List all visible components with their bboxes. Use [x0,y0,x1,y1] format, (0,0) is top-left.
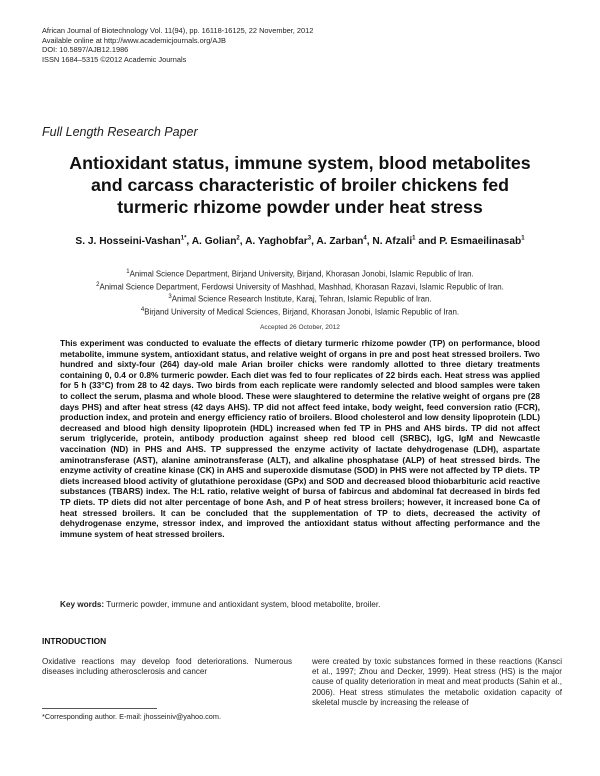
keywords-text: Turmeric powder, immune and antioxidant system, blood metabolite, broiler. [106,600,381,609]
intro-column-right: were created by toxic substances formed in these reactions (Kansci et al., 1997; Zhou and Decker, 1999). Heat stress (HS) is the major cause of quality deterioration in meat and meat products (Sahin et al., 2006). Heat stress stimulates the metabolic oxidation capacity of skeletal muscle by increasing the release of [312,657,562,707]
paper-title: Antioxidant status, immune system, blood metabolites and carcass characteristic of broiler chickens fed turmeric rhizome powder under heat stress [69,153,531,217]
abstract: This experiment was conducted to evaluate the effects of dietary turmeric rhizome powder (TP) on performance, blood metabolite, immune system, antioxidant status, and relative weight of organs in pre and post heat stressed broilers. Two hundred and sixty-four (264) day-old male Arian broiler chicks were randomly allotted to three dietary treatments containing 0, 0.4 or 0.8% turmeric powder. Each diet was fed to four replicates of 22 birds each. Heat stress was applied for 5 h (33°C) from 28 to 42 days. Two birds from each replicate were randomly selected and blood samples were taken to collect the serum, plasma and whole blood. These were slaughtered to determine the relative weight of organs pre (28 days PHS) and after heat stress (42 days AHS). TP did not affect feed intake, body weight, feed conversion ratio (FCR), production index, and protein and energy efficiency ratio of broilers. Blood cholesterol and low density lipoprotein (LDL) decreased and blood high density lipoprotein (HDL) increased when fed TP in PHS and AHS birds. TP did not affect serum triglyceride, protein, antibody production against sheep red blood cell (SRBC), IgG, IgM and Newcastle vaccination (ND) in PHS and AHS. TP suppressed the enzyme activity of lactate dehydrogenase (LDH), aspartate aminotransferase (AST), alanine aminotransferase (ALT), and alkaline phosphatase (ALP) of heat stressed birds. The enzyme activity of creatine kinase (CK) in AHS and superoxide dismutase (SOD) in PHS were not affected by TP diets. TP diets increased blood activity of glutathione peroxidase (GPx) and SOD and decreased blood thiobarbituric acid reactive substances (TBARS) index. The H:L ratio, relative weight of bursa of fabircus and abdominal fat decreased in birds fed TP diets. TP diets did not alter percentage of bone Ash, and P of heat stress broilers; however, it increased bone Ca of heat stressed broilers. It can be concluded that the supplementation of TP to diets, decreased the activity of dehydrogenase enzyme, stressor index, and improved the antioxidant status without affecting performance and the immune system of heat stressed broilers. [60,338,540,539]
author: A. Zarban$^4$, [316,236,373,248]
author: A. Golian$^2$, [191,236,246,248]
affiliation: $^1$Animal Science Department, Birjand University, Birjand, Khorasan Jonobi, Islamic Republic of Iran. [126,269,474,279]
journal-doi: DOI: 10.5897/AJB12.1986 [42,45,129,55]
keywords-label: Key words: [60,600,105,609]
affiliation: $^4$Birjand University of Medical Sciences, Birjand, Khorasan Jonobi, Islamic Republic of Iran. [140,306,460,317]
intro-column-left: Oxidative reactions may develop food deteriorations. Numerous diseases including atherosclerosis and cancer [42,657,292,677]
author: A. Yaghobfar$^3$, [245,236,317,248]
journal-availability: Available online at http://www.academicjournals.org/AJB [42,35,226,45]
author: S. J. Hosseini-Vashan$^{1*}$, [75,236,192,248]
author: N. Afzali$^1$ and [372,236,440,248]
paper-type: Full Length Research Paper [42,125,198,139]
keywords [60,600,540,609]
author: P. Esmaeilinasab$^1$ [439,236,525,248]
accepted-date: Accepted 26 October, 2012 [260,324,340,331]
section-heading-introduction: INTRODUCTION [42,636,107,646]
affiliation: $^2$Animal Science Department, Ferdowsi University of Mashhad, Mashhad, Khorasan Razavi, Islamic Republic of Iran. [96,281,504,292]
journal-issn: ISSN 1684–5315 ©2012 Academic Journals [42,54,187,64]
footnote-divider [42,708,157,709]
journal-citation: African Journal of Biotechnology Vol. 11(94), pp. 16118-16125, 22 November, 2012 [42,26,314,35]
journal-header [42,26,313,64]
affiliation: $^3$Animal Science Research Institute, Karaj, Tehran, Islamic Republic of Iran. [168,294,432,304]
author-list [60,232,540,249]
corresponding-author-footnote: *Corresponding author. E-mail: jhosseiniv@yahoo.com. [42,712,221,721]
affiliations [36,267,564,318]
